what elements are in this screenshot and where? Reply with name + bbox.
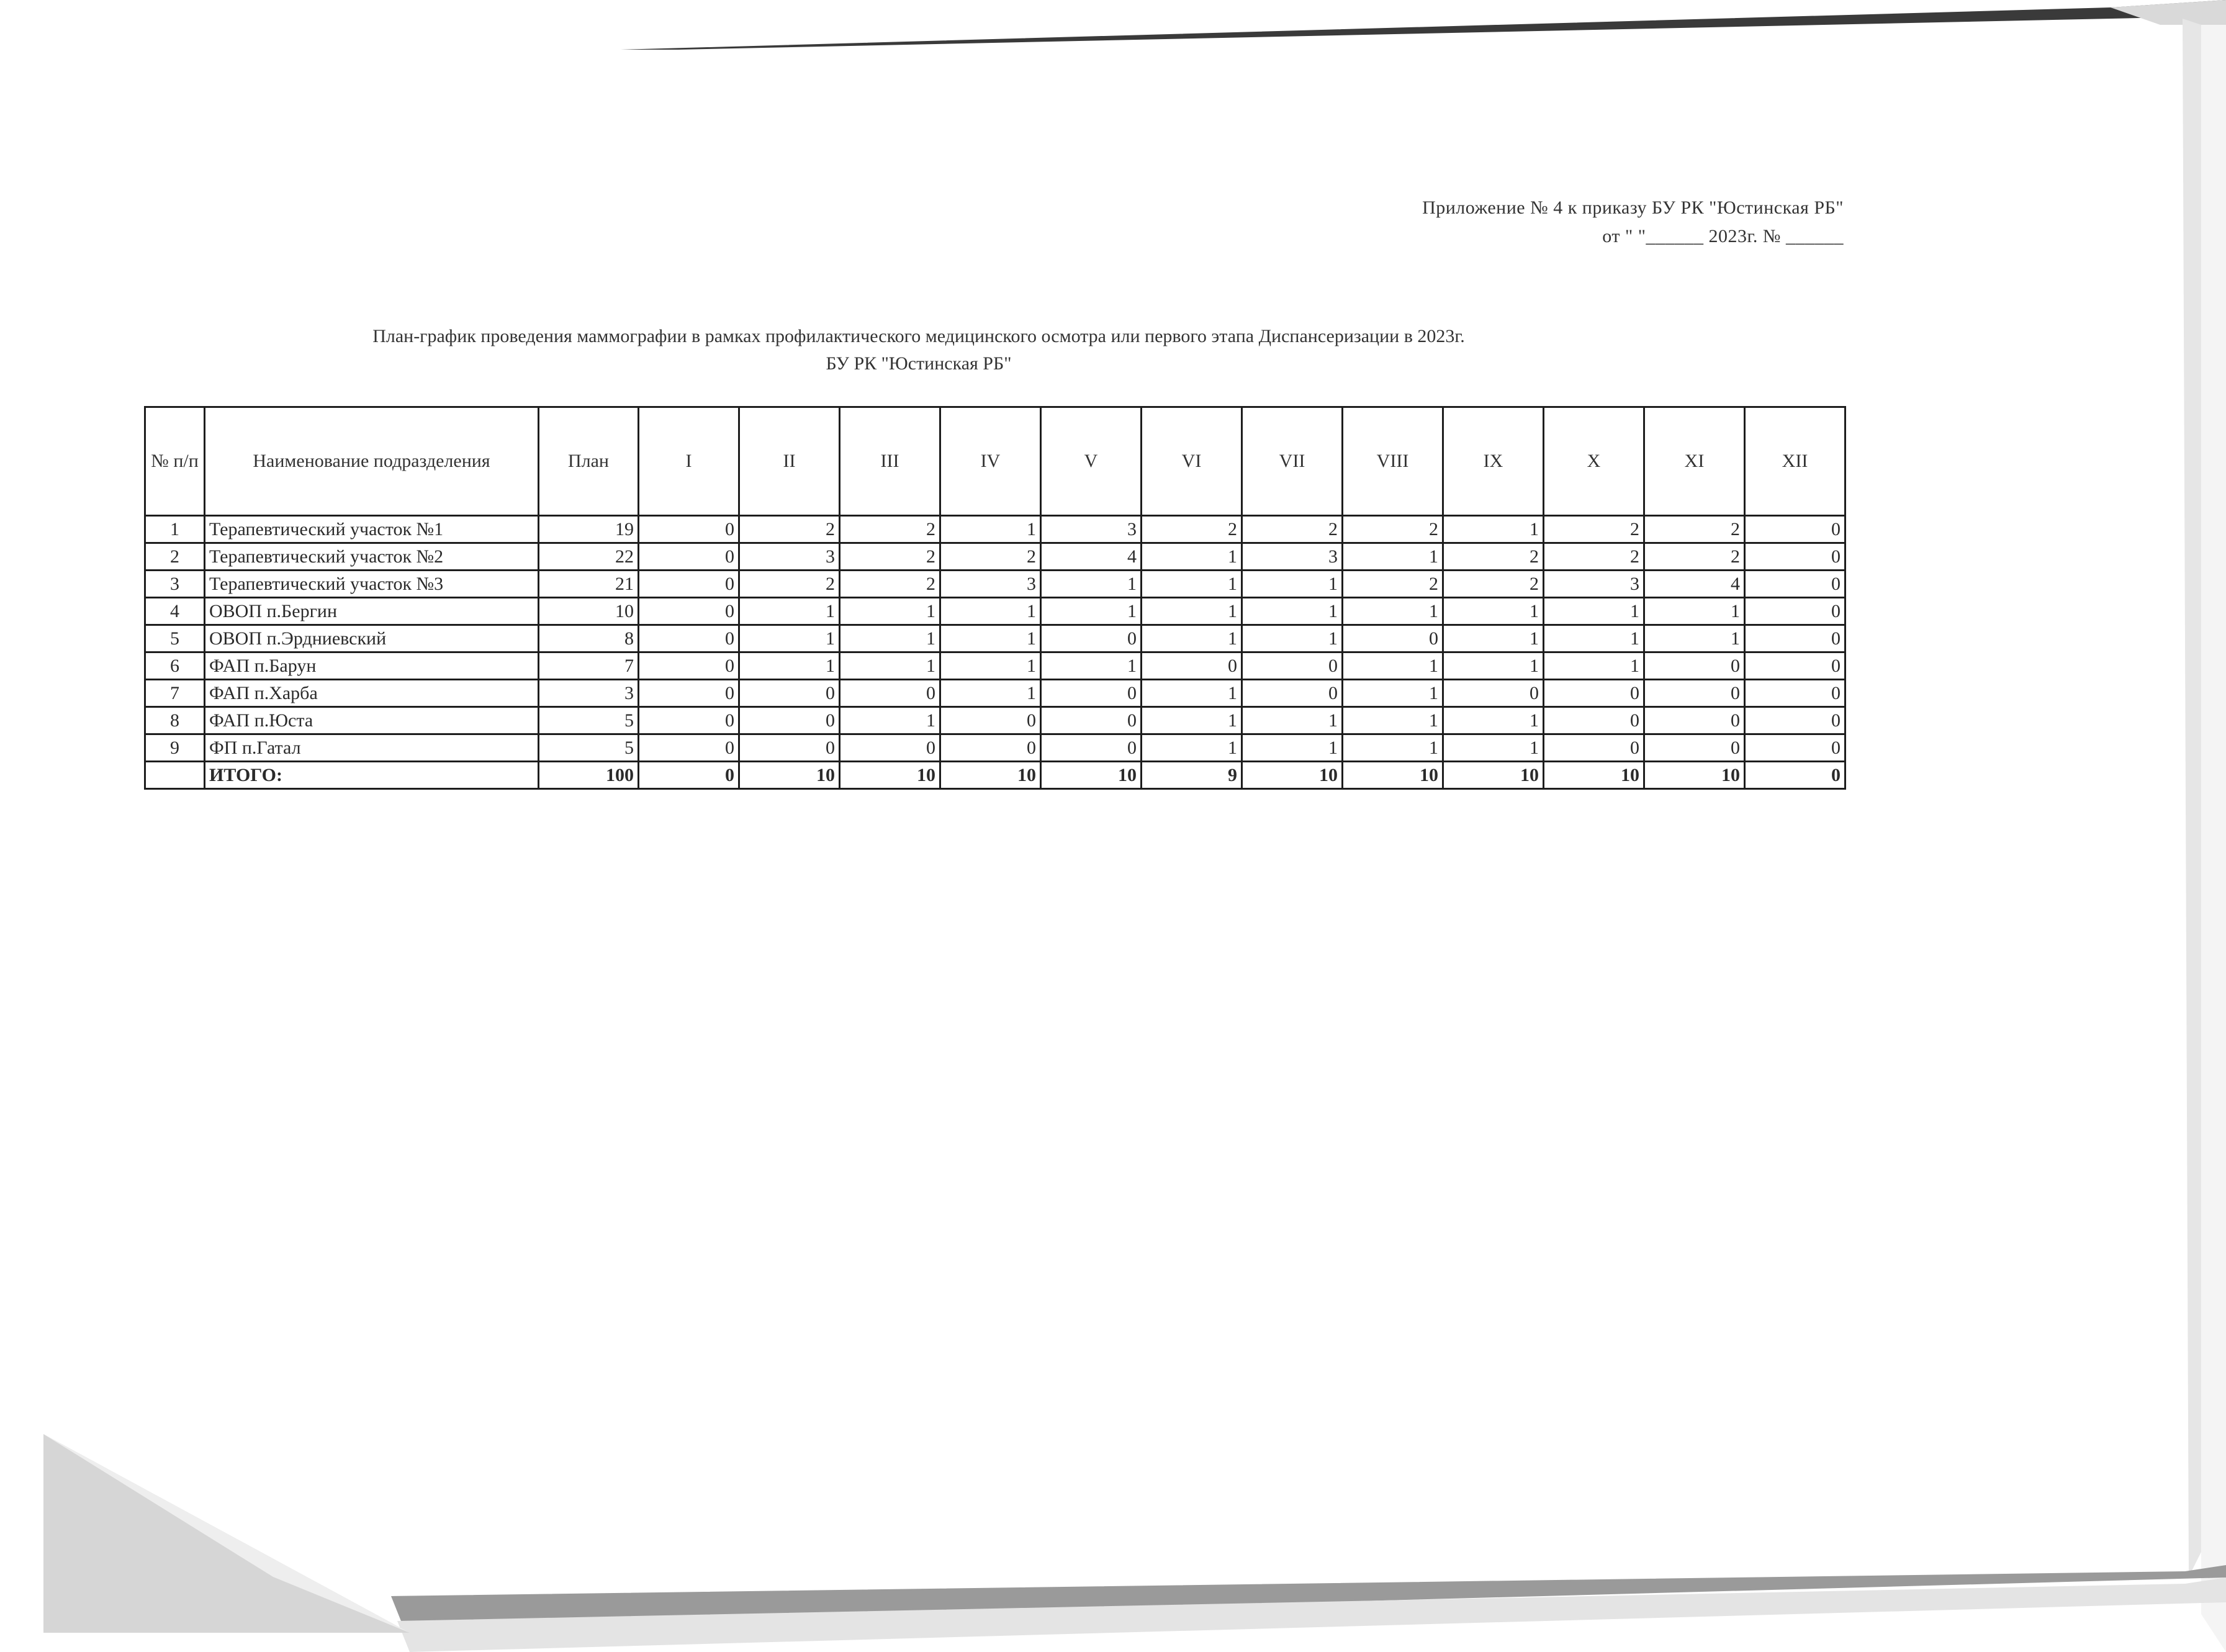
month-value: 0	[1544, 734, 1644, 762]
month-value: 0	[840, 734, 940, 762]
month-value: 0	[639, 707, 739, 734]
month-value: 0	[1343, 625, 1443, 652]
header-month: I	[639, 407, 739, 516]
month-value: 0	[639, 680, 739, 707]
plan-value: 5	[539, 734, 639, 762]
header-month: III	[840, 407, 940, 516]
month-value: 1	[1443, 652, 1544, 680]
month-value: 1	[1242, 707, 1343, 734]
total-month-value: 10	[1644, 762, 1745, 789]
month-value: 2	[1544, 516, 1644, 543]
month-value: 0	[1443, 680, 1544, 707]
month-value: 1	[840, 625, 940, 652]
month-value: 1	[1142, 707, 1242, 734]
month-value: 1	[1343, 707, 1443, 734]
month-value: 3	[739, 543, 840, 571]
month-value: 0	[940, 734, 1041, 762]
month-value: 1	[1443, 598, 1544, 625]
month-value: 1	[1544, 598, 1644, 625]
row-number: 7	[145, 680, 205, 707]
table-row	[145, 707, 1845, 734]
month-value: 1	[1142, 734, 1242, 762]
month-value: 1	[940, 680, 1041, 707]
department-name: ФАП п.Юста	[205, 707, 539, 734]
month-value: 0	[1142, 652, 1242, 680]
month-value: 0	[1544, 680, 1644, 707]
month-value: 0	[1041, 680, 1142, 707]
total-month-value: 10	[1242, 762, 1343, 789]
month-value: 0	[739, 680, 840, 707]
month-value: 0	[1644, 707, 1745, 734]
header-num: № п/п	[145, 407, 205, 516]
month-value: 1	[739, 598, 840, 625]
table-row	[145, 543, 1845, 571]
total-month-value: 10	[1041, 762, 1142, 789]
month-value: 1	[1242, 625, 1343, 652]
row-number: 1	[145, 516, 205, 543]
month-value: 1	[1142, 680, 1242, 707]
month-value: 1	[1041, 571, 1142, 598]
header-month: VI	[1142, 407, 1242, 516]
month-value: 1	[1041, 598, 1142, 625]
month-value: 1	[1343, 598, 1443, 625]
row-number: 8	[145, 707, 205, 734]
month-value: 0	[639, 625, 739, 652]
month-value: 0	[639, 571, 739, 598]
month-value: 1	[1142, 598, 1242, 625]
month-value: 0	[1745, 625, 1845, 652]
month-value: 3	[1242, 543, 1343, 571]
month-value: 0	[639, 598, 739, 625]
month-value: 0	[1745, 652, 1845, 680]
header-month: IV	[940, 407, 1041, 516]
month-value: 1	[1343, 543, 1443, 571]
table-row	[145, 571, 1845, 598]
total-empty-cell	[145, 762, 205, 789]
month-value: 2	[840, 543, 940, 571]
total-month-value: 10	[940, 762, 1041, 789]
month-value: 2	[1443, 543, 1544, 571]
month-value: 1	[940, 625, 1041, 652]
month-value: 2	[1644, 516, 1745, 543]
plan-value: 8	[539, 625, 639, 652]
table-row	[145, 680, 1845, 707]
mammography-schedule-table	[144, 406, 1846, 790]
table-body	[145, 516, 1845, 789]
month-value: 1	[1544, 652, 1644, 680]
title-line-1: План-график проведения маммографии в рамках профилактического медицинского осмотра или первого этапа Диспансеризации в 2023г.	[372, 326, 1465, 346]
department-name: ОВОП п.Эрдниевский	[205, 625, 539, 652]
row-number: 9	[145, 734, 205, 762]
month-value: 0	[1745, 707, 1845, 734]
table-row	[145, 625, 1845, 652]
month-value: 1	[840, 598, 940, 625]
total-plan: 100	[539, 762, 639, 789]
month-value: 1	[840, 707, 940, 734]
scan-bottom-edge	[0, 1559, 2226, 1652]
month-value: 0	[1041, 625, 1142, 652]
month-value: 0	[1644, 652, 1745, 680]
scan-right-edge	[2176, 0, 2226, 1652]
plan-value: 3	[539, 680, 639, 707]
total-month-value: 10	[739, 762, 840, 789]
month-value: 3	[940, 571, 1041, 598]
total-month-value: 10	[840, 762, 940, 789]
total-month-value: 0	[1745, 762, 1845, 789]
month-value: 1	[940, 652, 1041, 680]
header-month: XII	[1745, 407, 1845, 516]
month-value: 4	[1644, 571, 1745, 598]
scan-top-edge	[0, 0, 2226, 50]
month-value: 2	[1544, 543, 1644, 571]
total-month-value: 10	[1343, 762, 1443, 789]
table-header-row	[145, 407, 1845, 516]
month-value: 1	[1343, 652, 1443, 680]
total-month-value: 9	[1142, 762, 1242, 789]
month-value: 0	[1745, 516, 1845, 543]
plan-value: 19	[539, 516, 639, 543]
month-value: 0	[1745, 571, 1845, 598]
month-value: 0	[1041, 707, 1142, 734]
month-value: 2	[1343, 516, 1443, 543]
table-row	[145, 598, 1845, 625]
month-value: 0	[1745, 598, 1845, 625]
total-month-value: 0	[639, 762, 739, 789]
month-value: 1	[1644, 625, 1745, 652]
month-value: 1	[1242, 734, 1343, 762]
department-name: ФП п.Гатал	[205, 734, 539, 762]
table-row	[145, 516, 1845, 543]
department-name: Терапевтический участок №3	[205, 571, 539, 598]
month-value: 2	[940, 543, 1041, 571]
month-value: 1	[1644, 598, 1745, 625]
month-value: 1	[840, 652, 940, 680]
month-value: 3	[1041, 516, 1142, 543]
month-value: 0	[1544, 707, 1644, 734]
month-value: 2	[739, 516, 840, 543]
row-number: 2	[145, 543, 205, 571]
month-value: 2	[840, 571, 940, 598]
month-value: 4	[1041, 543, 1142, 571]
month-value: 1	[1142, 543, 1242, 571]
month-value: 1	[1443, 625, 1544, 652]
month-value: 1	[1343, 680, 1443, 707]
month-value: 1	[1242, 598, 1343, 625]
row-number: 5	[145, 625, 205, 652]
row-number: 4	[145, 598, 205, 625]
month-value: 0	[739, 707, 840, 734]
month-value: 0	[1644, 734, 1745, 762]
month-value: 1	[940, 598, 1041, 625]
month-value: 1	[1142, 625, 1242, 652]
month-value: 1	[739, 625, 840, 652]
order-date-number: от " "______ 2023г. № ______	[1602, 226, 1844, 246]
plan-value: 21	[539, 571, 639, 598]
month-value: 1	[940, 516, 1041, 543]
month-value: 2	[1242, 516, 1343, 543]
header-month: XI	[1644, 407, 1745, 516]
total-row	[145, 762, 1845, 789]
month-value: 0	[639, 543, 739, 571]
department-name: ФАП п.Харба	[205, 680, 539, 707]
plan-value: 7	[539, 652, 639, 680]
month-value: 0	[639, 652, 739, 680]
month-value: 0	[1745, 734, 1845, 762]
month-value: 0	[1745, 543, 1845, 571]
month-value: 2	[739, 571, 840, 598]
month-value: 0	[639, 516, 739, 543]
month-value: 1	[1343, 734, 1443, 762]
total-month-value: 10	[1443, 762, 1544, 789]
month-value: 2	[1343, 571, 1443, 598]
month-value: 0	[940, 707, 1041, 734]
month-value: 2	[1644, 543, 1745, 571]
month-value: 1	[1443, 516, 1544, 543]
month-value: 2	[840, 516, 940, 543]
department-name: Терапевтический участок №1	[205, 516, 539, 543]
month-value: 1	[1544, 625, 1644, 652]
header-month: X	[1544, 407, 1644, 516]
table-row	[145, 734, 1845, 762]
table-row	[145, 652, 1845, 680]
department-name: Терапевтический участок №2	[205, 543, 539, 571]
department-name: ОВОП п.Бергин	[205, 598, 539, 625]
row-number: 6	[145, 652, 205, 680]
total-label: ИТОГО:	[205, 762, 539, 789]
plan-value: 22	[539, 543, 639, 571]
month-value: 0	[1041, 734, 1142, 762]
month-value: 1	[1142, 571, 1242, 598]
total-month-value: 10	[1544, 762, 1644, 789]
month-value: 1	[1242, 571, 1343, 598]
month-value: 1	[1443, 734, 1544, 762]
header-month: V	[1041, 407, 1142, 516]
month-value: 1	[1443, 707, 1544, 734]
plan-value: 10	[539, 598, 639, 625]
month-value: 2	[1443, 571, 1544, 598]
department-name: ФАП п.Барун	[205, 652, 539, 680]
appendix-reference: Приложение № 4 к приказу БУ РК "Юстинская РБ"	[1422, 197, 1844, 218]
month-value: 1	[1041, 652, 1142, 680]
document-title	[143, 323, 1695, 377]
title-line-2: БУ РК "Юстинская РБ"	[826, 353, 1012, 374]
month-value: 0	[1242, 680, 1343, 707]
month-value: 0	[739, 734, 840, 762]
month-value: 0	[1745, 680, 1845, 707]
header-month: VIII	[1343, 407, 1443, 516]
month-value: 0	[1644, 680, 1745, 707]
header-month: IX	[1443, 407, 1544, 516]
month-value: 0	[639, 734, 739, 762]
month-value: 0	[1242, 652, 1343, 680]
month-value: 2	[1142, 516, 1242, 543]
row-number: 3	[145, 571, 205, 598]
order-appendix-header	[1422, 194, 1844, 251]
plan-value: 5	[539, 707, 639, 734]
header-name: Наименование подразделения	[205, 407, 539, 516]
month-value: 1	[739, 652, 840, 680]
header-month: VII	[1242, 407, 1343, 516]
month-value: 3	[1544, 571, 1644, 598]
header-plan: План	[539, 407, 639, 516]
month-value: 0	[840, 680, 940, 707]
header-month: II	[739, 407, 840, 516]
page-curl	[37, 1422, 410, 1633]
